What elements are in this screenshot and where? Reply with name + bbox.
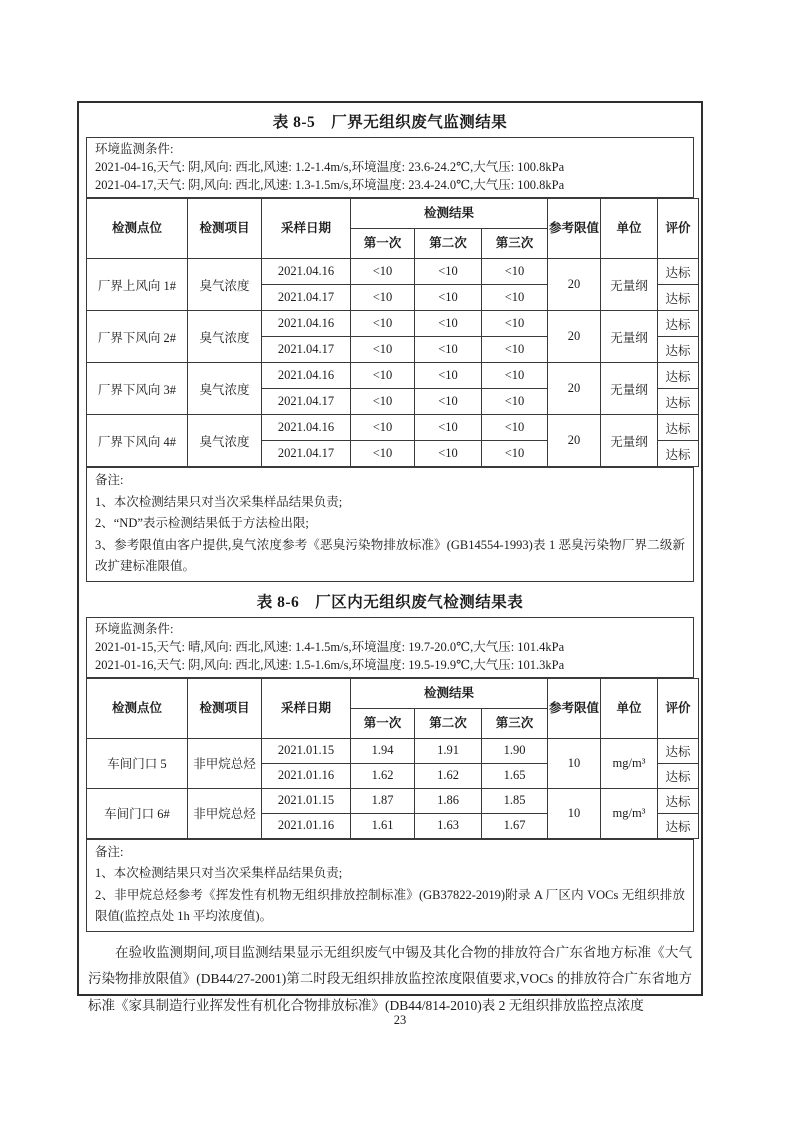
note-line: 1、本次检测结果只对当次采集样品结果负责;: [95, 866, 343, 880]
header-result: 检测结果: [351, 199, 548, 229]
cell-item: 臭气浓度: [188, 259, 262, 311]
header-third: 第三次: [482, 708, 548, 738]
table-row: [87, 415, 699, 441]
header-date: 采样日期: [262, 199, 351, 259]
note-line: 2、“ND”表示检测结果低于方法检出限;: [95, 516, 309, 530]
cell-date: 2021.01.16: [262, 813, 351, 838]
cell-unit: mg/m³: [601, 788, 658, 838]
header-second: 第二次: [415, 708, 482, 738]
table-8-5-title: 表 8-5 厂界无组织废气监测结果: [272, 114, 508, 131]
cell-result-3: <10: [482, 259, 548, 285]
cell-result-3: <10: [482, 389, 548, 415]
cell-result-1: <10: [351, 415, 415, 441]
cell-result-2: <10: [415, 337, 482, 363]
cell-eval: 达标: [658, 813, 699, 838]
condition-line: 2021-04-16,天气: 阴,风向: 西北,风速: 1.2-1.4m/s,环境温度: 23.6-24.2℃,大气压: 100.8kPa: [95, 160, 565, 174]
cell-result-2: <10: [415, 415, 482, 441]
cell-date: 2021.04.17: [262, 337, 351, 363]
cell-date: 2021.04.17: [262, 389, 351, 415]
cell-eval: 达标: [658, 415, 699, 441]
cell-result-1: <10: [351, 285, 415, 311]
condition-line: 2021-04-17,天气: 阴,风向: 西北,风速: 1.3-1.5m/s,环境温度: 23.4-24.0℃,大气压: 100.8kPa: [95, 178, 565, 192]
cell-eval: 达标: [658, 363, 699, 389]
table-8-6-notes-box: [86, 839, 694, 932]
cell-result-2: 1.91: [415, 738, 482, 763]
table-8-6-conditions-box: [86, 617, 694, 678]
header-limit: 参考限值: [548, 199, 601, 259]
conditions-label: 环境监测条件:: [95, 621, 174, 636]
cell-unit: mg/m³: [601, 738, 658, 788]
cell-item: 臭气浓度: [188, 415, 262, 467]
cell-point: 车间门口 6#: [87, 788, 188, 838]
header-eval: 评价: [658, 678, 699, 738]
cell-item: 臭气浓度: [188, 363, 262, 415]
cell-result-3: 1.67: [482, 813, 548, 838]
cell-result-2: <10: [415, 259, 482, 285]
cell-eval: 达标: [658, 337, 699, 363]
cell-point: 厂界下风向 4#: [87, 415, 188, 467]
cell-eval: 达标: [658, 285, 699, 311]
cell-result-2: <10: [415, 389, 482, 415]
condition-line: 2021-01-16,天气: 阴,风向: 西北,风速: 1.5-1.6m/s,环境温度: 19.5-19.9℃,大气压: 101.3kPa: [95, 657, 565, 672]
header-unit: 单位: [601, 199, 658, 259]
cell-date: 2021.04.17: [262, 441, 351, 467]
header-item: 检测项目: [188, 678, 262, 738]
cell-result-1: <10: [351, 311, 415, 337]
table-row: [87, 738, 699, 763]
table-8-5-conditions-box: [86, 137, 694, 198]
cell-date: 2021.04.16: [262, 259, 351, 285]
cell-item: 非甲烷总烃: [188, 788, 262, 838]
table-row: [87, 311, 699, 337]
notes-label: 备注:: [95, 844, 124, 859]
header-limit: 参考限值: [548, 678, 601, 738]
cell-limit: 20: [548, 415, 601, 467]
cell-date: 2021.01.15: [262, 788, 351, 813]
cell-unit: 无量纲: [601, 311, 658, 363]
cell-date: 2021.01.16: [262, 763, 351, 788]
cell-date: 2021.01.15: [262, 738, 351, 763]
cell-eval: 达标: [658, 389, 699, 415]
table-row: [87, 788, 699, 813]
header-point: 检测点位: [87, 199, 188, 259]
cell-limit: 20: [548, 311, 601, 363]
cell-result-3: 1.90: [482, 738, 548, 763]
cell-unit: 无量纲: [601, 259, 658, 311]
cell-point: 车间门口 5: [87, 738, 188, 788]
cell-result-1: <10: [351, 441, 415, 467]
cell-point: 厂界上风向 1#: [87, 259, 188, 311]
table-row: [87, 363, 699, 389]
cell-result-3: <10: [482, 311, 548, 337]
notes-label: 备注:: [95, 473, 124, 487]
cell-result-2: 1.62: [415, 763, 482, 788]
cell-limit: 10: [548, 788, 601, 838]
cell-result-2: <10: [415, 311, 482, 337]
header-third: 第三次: [482, 229, 548, 259]
cell-result-3: <10: [482, 363, 548, 389]
table-8-6-title: 表 8-6 厂区内无组织废气检测结果表: [256, 593, 524, 611]
header-second: 第二次: [415, 229, 482, 259]
condition-line: 2021-01-15,天气: 晴,风向: 西北,风速: 1.4-1.5m/s,环境温度: 19.7-20.0℃,大气压: 101.4kPa: [95, 639, 565, 654]
cell-result-1: <10: [351, 389, 415, 415]
table-row: [87, 259, 699, 285]
table-8-5-notes-box: [86, 467, 694, 582]
cell-result-1: 1.87: [351, 788, 415, 813]
header-date: 采样日期: [262, 678, 351, 738]
cell-point: 厂界下风向 2#: [87, 311, 188, 363]
cell-eval: 达标: [658, 788, 699, 813]
cell-result-3: <10: [482, 441, 548, 467]
cell-item: 臭气浓度: [188, 311, 262, 363]
cell-unit: 无量纲: [601, 415, 658, 467]
cell-eval: 达标: [658, 311, 699, 337]
cell-result-3: <10: [482, 285, 548, 311]
header-item: 检测项目: [188, 199, 262, 259]
cell-result-3: <10: [482, 337, 548, 363]
cell-result-1: 1.94: [351, 738, 415, 763]
cell-eval: 达标: [658, 738, 699, 763]
page-number: 23: [393, 1013, 407, 1027]
cell-eval: 达标: [658, 441, 699, 467]
cell-unit: 无量纲: [601, 363, 658, 415]
note-line: 1、本次检测结果只对当次采集样品结果负责;: [95, 494, 343, 509]
cell-result-1: 1.61: [351, 813, 415, 838]
header-first: 第一次: [351, 229, 415, 259]
cell-result-2: 1.86: [415, 788, 482, 813]
cell-limit: 20: [548, 363, 601, 415]
header-unit: 单位: [601, 678, 658, 738]
table-header-row: [87, 678, 699, 708]
note-line: 3、参考限值由客户提供,臭气浓度参考《恶臭污染物排放标准》(GB14554-1993)表 1 恶臭污染物厂界二级新改扩建标准限值。: [95, 537, 685, 573]
cell-result-3: 1.65: [482, 763, 548, 788]
header-first: 第一次: [351, 708, 415, 738]
table-8-6: [86, 678, 699, 839]
cell-limit: 20: [548, 259, 601, 311]
table-header-row: [87, 199, 699, 229]
report-content-box: [77, 101, 703, 1013]
cell-result-1: <10: [351, 363, 415, 389]
cell-result-1: <10: [351, 259, 415, 285]
cell-result-3: 1.85: [482, 788, 548, 813]
cell-date: 2021.04.16: [262, 311, 351, 337]
cell-date: 2021.04.16: [262, 415, 351, 441]
cell-point: 厂界下风向 3#: [87, 363, 188, 415]
cell-result-2: <10: [415, 363, 482, 389]
cell-result-1: <10: [351, 337, 415, 363]
header-eval: 评价: [658, 199, 699, 259]
cell-date: 2021.04.16: [262, 363, 351, 389]
cell-eval: 达标: [658, 763, 699, 788]
cell-result-2: <10: [415, 441, 482, 467]
cell-result-2: 1.63: [415, 813, 482, 838]
cell-eval: 达标: [658, 259, 699, 285]
conclusion-paragraph: 在验收监测期间,项目监测结果显示无组织废气中锡及其化合物的排放符合广东省地方标准《大气污染物排放限值》(DB44/27-2001)第二时段无组织排放监控浓度限值要求,VOCs 的排放符合广东省地方标准《家具制造行业挥发性有机化合物排放标准》(DB44/814-2010)表 2 无组织排放监控点浓度: [88, 944, 692, 1013]
cell-item: 非甲烷总烃: [188, 738, 262, 788]
cell-result-1: 1.62: [351, 763, 415, 788]
note-line: 2、非甲烷总烃参考《挥发性有机物无组织排放控制标准》(GB37822-2019)附录 A 厂区内 VOCs 无组织排放限值(监控点处 1h 平均浓度值)。: [95, 887, 685, 923]
header-point: 检测点位: [87, 678, 188, 738]
table-8-5: [86, 198, 699, 467]
conditions-label: 环境监测条件:: [95, 142, 174, 156]
cell-result-3: <10: [482, 415, 548, 441]
header-result: 检测结果: [351, 678, 548, 708]
cell-result-2: <10: [415, 285, 482, 311]
cell-date: 2021.04.17: [262, 285, 351, 311]
cell-limit: 10: [548, 738, 601, 788]
